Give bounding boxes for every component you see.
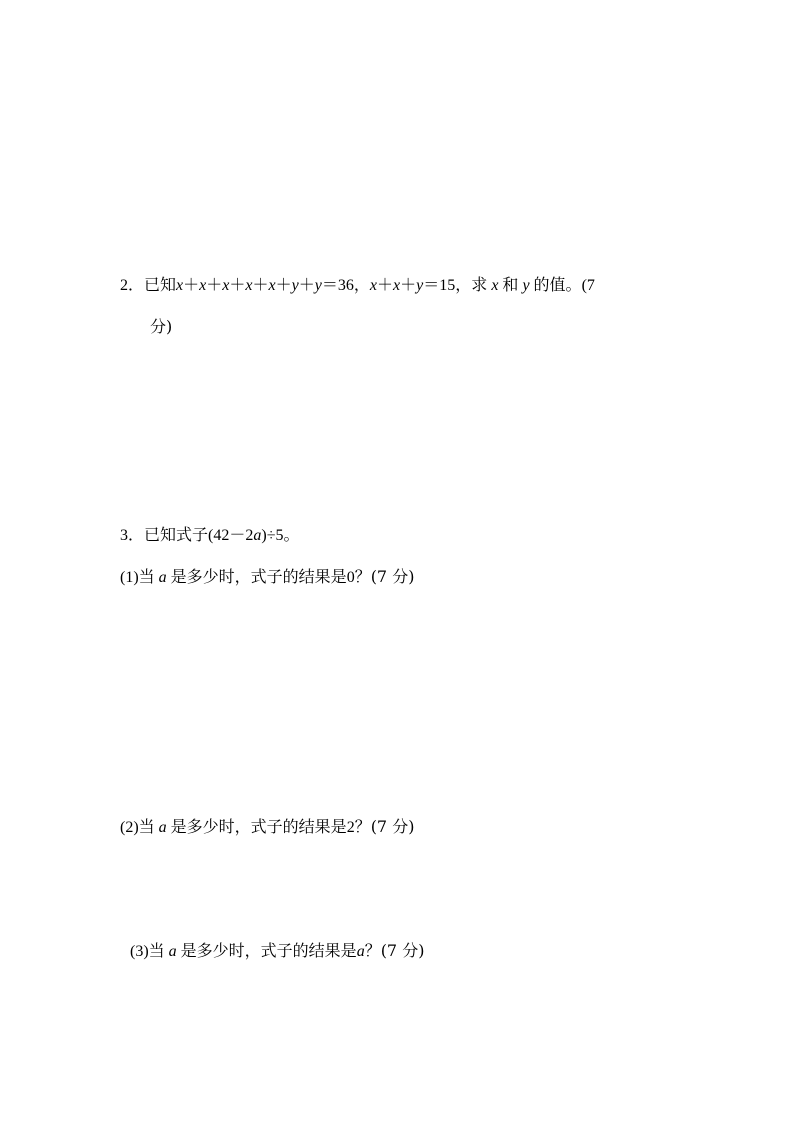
var-y: y <box>291 277 299 294</box>
sub-1-points: ？(7 分) <box>354 567 415 586</box>
question-3-sub-3 <box>130 940 424 963</box>
var-x: x <box>199 277 207 294</box>
sub-3-text-dang: 当 <box>148 941 165 960</box>
comma: ， <box>353 275 370 294</box>
question-3-sub-2 <box>120 816 414 839</box>
sub-3-value: a <box>356 943 365 960</box>
plus-sign: ＋ <box>275 275 292 294</box>
sub-1-text-dang: 当 <box>138 567 155 586</box>
plus-sign: ＋ <box>377 275 394 294</box>
question-3-sub-1 <box>120 566 414 589</box>
var-a: a <box>158 819 167 836</box>
var-y: y <box>522 277 530 294</box>
q2-text-de: 的值。 <box>533 275 582 294</box>
q2-points-close: 分) <box>150 317 173 336</box>
equals-sign: ＝ <box>321 275 338 294</box>
value-36: 36 <box>337 277 354 294</box>
var-y: y <box>314 277 322 294</box>
plus-sign: ＋ <box>229 275 246 294</box>
sub-2-label: (2) <box>120 819 139 836</box>
sub-2-text: 是多少时，式子的结果是 <box>170 817 347 836</box>
question-3-intro <box>120 524 300 547</box>
q2-text-he: 和 <box>502 275 519 294</box>
sub-2-points: ？(7 分) <box>354 817 415 836</box>
plus-sign: ＋ <box>298 275 315 294</box>
q2-points-open: (7 <box>581 277 595 294</box>
var-x: x <box>222 277 230 294</box>
var-x: x <box>268 277 276 294</box>
plus-sign: ＋ <box>252 275 269 294</box>
sub-1-label: (1) <box>120 569 139 586</box>
sub-3-points: ？(7 分) <box>364 941 425 960</box>
question-2-line-2 <box>150 316 172 338</box>
var-x: x <box>369 277 378 294</box>
var-y: y <box>416 277 424 294</box>
equals-sign: ＝ <box>423 275 440 294</box>
sub-1-value: 0 <box>346 569 355 586</box>
question-3-number: 3． <box>120 527 145 544</box>
plus-sign: ＋ <box>400 275 417 294</box>
q3-expr-part1: (42－2 <box>208 527 254 544</box>
var-x: x <box>245 277 253 294</box>
q3-text-yizhi: 已知式子 <box>144 525 209 544</box>
q2-text-qiu: ，求 <box>455 275 488 294</box>
var-x: x <box>393 277 401 294</box>
var-x: x <box>176 277 184 294</box>
plus-sign: ＋ <box>206 275 223 294</box>
var-a: a <box>158 569 167 586</box>
sub-2-text-dang: 当 <box>138 817 155 836</box>
plus-sign: ＋ <box>183 275 200 294</box>
sub-1-text: 是多少时，式子的结果是 <box>170 567 347 586</box>
question-2-line-1 <box>120 274 595 297</box>
sub-2-value: 2 <box>346 819 355 836</box>
value-15: 15 <box>439 277 456 294</box>
sub-3-label: (3) <box>130 943 149 960</box>
var-a: a <box>253 527 262 544</box>
var-a: a <box>168 943 177 960</box>
var-x: x <box>491 277 499 294</box>
q2-text-yizhi: 已知 <box>144 275 177 294</box>
question-2-number: 2． <box>120 277 145 294</box>
sub-3-text: 是多少时，式子的结果是 <box>180 941 357 960</box>
q3-period: 。 <box>283 525 300 544</box>
q3-expr-part2: )÷5 <box>261 527 284 544</box>
